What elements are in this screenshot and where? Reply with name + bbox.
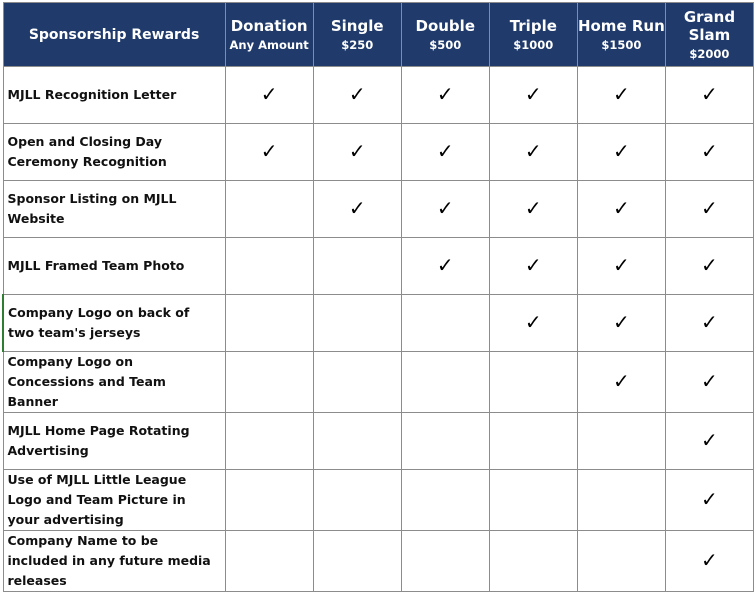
- checkmark-icon: ✓: [701, 309, 718, 334]
- tier-cell: [401, 531, 489, 592]
- tier-name: Triple: [509, 16, 557, 35]
- tier-cell: [225, 295, 313, 352]
- tier-cell: [225, 531, 313, 592]
- tier-cell: [489, 470, 577, 531]
- checkmark-icon: ✓: [701, 81, 718, 106]
- reward-name: Company Logo on Concessions and Team Banner: [3, 352, 225, 413]
- reward-name: MJLL Home Page Rotating Advertising: [3, 413, 225, 470]
- checkmark-icon: ✓: [260, 81, 278, 106]
- table-row: [3, 238, 754, 295]
- checkmark-icon: ✓: [701, 547, 718, 572]
- tier-cell: [225, 413, 313, 470]
- checkmark-icon: ✓: [612, 81, 630, 106]
- table-body: [3, 67, 754, 592]
- table-row: [3, 531, 754, 592]
- table-row: [3, 352, 754, 413]
- tier-name: Grand Slam: [683, 7, 736, 44]
- tier-cell: [489, 352, 577, 413]
- tier-cell: [313, 181, 401, 238]
- table-row: [3, 124, 754, 181]
- tier-cell: [401, 295, 489, 352]
- column-header-double: [401, 3, 489, 67]
- reward-name: MJLL Recognition Letter: [3, 67, 225, 124]
- tier-name: Double: [415, 16, 475, 35]
- checkmark-icon: ✓: [524, 309, 542, 334]
- tier-cell: [489, 124, 577, 181]
- tier-cell: [401, 67, 489, 124]
- checkmark-icon: ✓: [524, 195, 542, 220]
- tier-cell: [313, 295, 401, 352]
- tier-name: Donation: [230, 16, 308, 35]
- tier-cell: [665, 124, 753, 181]
- column-header-single: [313, 3, 401, 67]
- tier-cell: [225, 352, 313, 413]
- tier-cell: [489, 181, 577, 238]
- sponsorship-rewards-table: [2, 2, 754, 592]
- tier-cell: [313, 124, 401, 181]
- checkmark-icon: ✓: [436, 195, 454, 220]
- tier-cell: [577, 352, 665, 413]
- tier-price: $1500: [601, 37, 642, 52]
- reward-name: Company Logo on back of two team's jerseys: [3, 295, 225, 352]
- tier-cell: [665, 67, 753, 124]
- header-row: [3, 3, 754, 67]
- tier-price: $2000: [689, 46, 730, 61]
- checkmark-icon: ✓: [612, 195, 630, 220]
- checkmark-icon: ✓: [701, 195, 718, 220]
- tier-cell: [665, 181, 753, 238]
- tier-cell: [577, 531, 665, 592]
- tier-cell: [489, 67, 577, 124]
- checkmark-icon: ✓: [701, 252, 718, 277]
- reward-name: MJLL Framed Team Photo: [3, 238, 225, 295]
- table-header: [3, 3, 754, 67]
- tier-cell: [313, 413, 401, 470]
- tier-cell: [577, 67, 665, 124]
- column-header-home-run: [577, 3, 665, 67]
- tier-cell: [577, 181, 665, 238]
- tier-cell: [401, 470, 489, 531]
- tier-cell: [665, 470, 753, 531]
- column-header-donation: [225, 3, 313, 67]
- tier-cell: [313, 531, 401, 592]
- tier-cell: [665, 352, 753, 413]
- table-row: [3, 470, 754, 531]
- table-row: [3, 295, 754, 352]
- tier-cell: [313, 238, 401, 295]
- tier-name: Home Run: [577, 16, 665, 35]
- tier-price: $1000: [513, 37, 554, 52]
- tier-cell: [577, 124, 665, 181]
- column-header-grand-slam: [665, 3, 753, 67]
- checkmark-icon: ✓: [701, 368, 718, 393]
- checkmark-icon: ✓: [701, 138, 718, 163]
- checkmark-icon: ✓: [612, 309, 630, 334]
- checkmark-icon: ✓: [612, 138, 630, 163]
- checkmark-icon: ✓: [436, 138, 454, 163]
- checkmark-icon: ✓: [524, 81, 542, 106]
- tier-cell: [225, 124, 313, 181]
- tier-cell: [401, 181, 489, 238]
- checkmark-icon: ✓: [524, 138, 542, 163]
- checkmark-icon: ✓: [701, 427, 718, 452]
- tier-cell: [577, 413, 665, 470]
- tier-price: $250: [341, 37, 374, 52]
- reward-name: Open and Closing Day Ceremony Recognition: [3, 124, 225, 181]
- tier-cell: [577, 470, 665, 531]
- tier-cell: [577, 295, 665, 352]
- tier-cell: [665, 238, 753, 295]
- checkmark-icon: ✓: [436, 252, 454, 277]
- tier-price: $500: [429, 37, 462, 52]
- tier-cell: [225, 470, 313, 531]
- tier-cell: [489, 531, 577, 592]
- tier-cell: [665, 413, 753, 470]
- tier-cell: [401, 238, 489, 295]
- tier-name: Single: [330, 16, 384, 35]
- checkmark-icon: ✓: [436, 81, 454, 106]
- tier-cell: [489, 238, 577, 295]
- tier-cell: [577, 238, 665, 295]
- tier-cell: [225, 238, 313, 295]
- tier-cell: [225, 181, 313, 238]
- table-row: [3, 413, 754, 470]
- tier-cell: [313, 67, 401, 124]
- reward-name: Use of MJLL Little League Logo and Team Picture in your advertising: [3, 470, 225, 531]
- tier-cell: [489, 413, 577, 470]
- tier-cell: [313, 470, 401, 531]
- tier-cell: [225, 67, 313, 124]
- checkmark-icon: ✓: [612, 368, 630, 393]
- column-header-triple: [489, 3, 577, 67]
- column-header-sponsorship-rewards: Sponsorship Rewards: [3, 3, 225, 67]
- table-row: [3, 67, 754, 124]
- checkmark-icon: ✓: [701, 486, 718, 511]
- tier-cell: [665, 531, 753, 592]
- tier-cell: [401, 413, 489, 470]
- tier-cell: [313, 352, 401, 413]
- tier-cell: [401, 124, 489, 181]
- tier-price: Any Amount: [229, 37, 309, 52]
- checkmark-icon: ✓: [524, 252, 542, 277]
- checkmark-icon: ✓: [348, 195, 366, 220]
- tier-cell: [401, 352, 489, 413]
- checkmark-icon: ✓: [348, 138, 366, 163]
- tier-cell: [665, 295, 753, 352]
- checkmark-icon: ✓: [612, 252, 630, 277]
- tier-cell: [489, 295, 577, 352]
- reward-name: Company Name to be included in any future media releases: [3, 531, 225, 592]
- checkmark-icon: ✓: [260, 138, 278, 163]
- reward-name: Sponsor Listing on MJLL Website: [3, 181, 225, 238]
- checkmark-icon: ✓: [348, 81, 366, 106]
- table-row: [3, 181, 754, 238]
